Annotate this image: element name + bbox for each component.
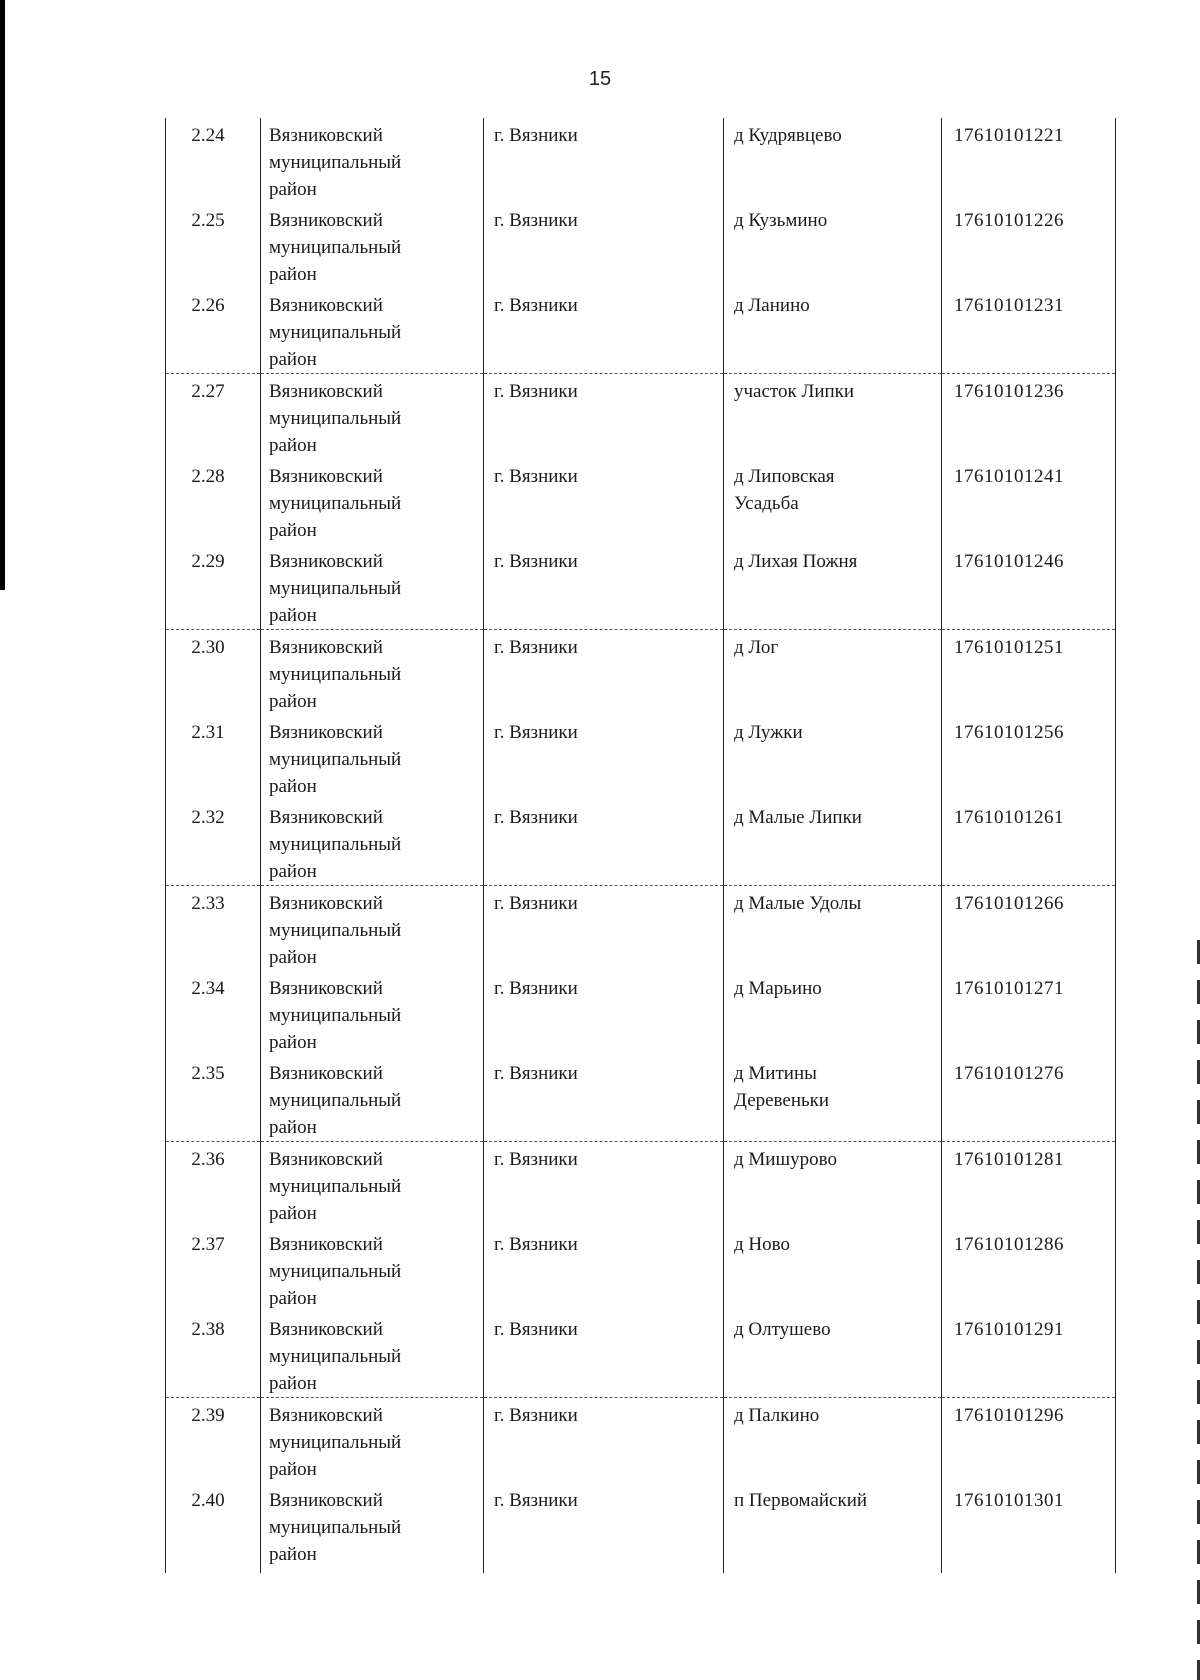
municipal-district-line: район xyxy=(269,435,317,456)
municipal-district xyxy=(261,288,484,374)
municipal-district xyxy=(261,715,484,800)
municipal-district-line: Вязниковский xyxy=(269,722,383,743)
municipal-district-line: Вязниковский xyxy=(269,978,383,999)
oktmo-code: 17610101271 xyxy=(942,971,1116,1056)
municipal-district-line: муниципальный xyxy=(269,749,402,770)
oktmo-code: 17610101261 xyxy=(942,800,1116,886)
municipal-district xyxy=(261,374,484,460)
settlement xyxy=(724,971,942,1056)
municipal-district xyxy=(261,886,484,972)
oktmo-code: 17610101241 xyxy=(942,459,1116,544)
municipal-district-line: Вязниковский xyxy=(269,893,383,914)
municipal-district xyxy=(261,1398,484,1484)
municipal-district-line: район xyxy=(269,1288,317,1309)
table-row xyxy=(166,800,1116,886)
settlement-line: д Ланино xyxy=(734,295,810,316)
city: г. Вязники xyxy=(484,971,724,1056)
settlement-line: д Кудрявцево xyxy=(734,125,842,146)
row-number: 2.28 xyxy=(166,459,261,544)
table-row xyxy=(166,203,1116,288)
table-row xyxy=(166,886,1116,972)
settlement-line: д Кузьмино xyxy=(734,210,828,231)
settlement xyxy=(724,544,942,630)
settlement-line: д Митины xyxy=(734,1063,817,1084)
city: г. Вязники xyxy=(484,459,724,544)
city: г. Вязники xyxy=(484,715,724,800)
municipal-district-line: район xyxy=(269,1544,317,1565)
settlement xyxy=(724,118,942,203)
settlement-line: д Лихая Пожня xyxy=(734,551,858,572)
table-row xyxy=(166,118,1116,203)
municipal-district-line: муниципальный xyxy=(269,1346,402,1367)
oktmo-code: 17610101276 xyxy=(942,1056,1116,1142)
municipal-district-line: район xyxy=(269,1373,317,1394)
municipal-district-line: муниципальный xyxy=(269,578,402,599)
city: г. Вязники xyxy=(484,544,724,630)
table-row xyxy=(166,544,1116,630)
municipal-district-line: район xyxy=(269,264,317,285)
municipal-district-line: муниципальный xyxy=(269,493,402,514)
table-row xyxy=(166,374,1116,460)
table-row xyxy=(166,1227,1116,1312)
municipal-district-line: Вязниковский xyxy=(269,295,383,316)
oktmo-code: 17610101251 xyxy=(942,630,1116,716)
municipal-district-line: муниципальный xyxy=(269,1517,402,1538)
settlement-line: д Палкино xyxy=(734,1405,820,1426)
row-number: 2.36 xyxy=(166,1142,261,1228)
settlement xyxy=(724,1227,942,1312)
municipal-district-line: муниципальный xyxy=(269,1261,402,1282)
municipal-district-line: Вязниковский xyxy=(269,807,383,828)
table-row xyxy=(166,1483,1116,1573)
row-number: 2.37 xyxy=(166,1227,261,1312)
municipal-district-line: Вязниковский xyxy=(269,1063,383,1084)
row-number: 2.32 xyxy=(166,800,261,886)
municipal-district-line: район xyxy=(269,605,317,626)
city: г. Вязники xyxy=(484,1142,724,1228)
row-number: 2.29 xyxy=(166,544,261,630)
municipal-district-line: муниципальный xyxy=(269,237,402,258)
city: г. Вязники xyxy=(484,1227,724,1312)
municipal-district-line: Вязниковский xyxy=(269,125,383,146)
municipal-district xyxy=(261,630,484,716)
municipal-district-line: муниципальный xyxy=(269,322,402,343)
municipal-district-line: муниципальный xyxy=(269,1005,402,1026)
municipal-district-line: район xyxy=(269,1032,317,1053)
municipal-district-line: район xyxy=(269,349,317,370)
city: г. Вязники xyxy=(484,1056,724,1142)
table-body xyxy=(166,118,1116,1573)
settlement xyxy=(724,1483,942,1573)
city: г. Вязники xyxy=(484,1312,724,1398)
settlement xyxy=(724,203,942,288)
settlements-table xyxy=(165,118,1116,1573)
settlement xyxy=(724,288,942,374)
oktmo-code: 17610101266 xyxy=(942,886,1116,972)
oktmo-code: 17610101246 xyxy=(942,544,1116,630)
municipal-district-line: муниципальный xyxy=(269,834,402,855)
settlement xyxy=(724,1312,942,1398)
municipal-district-line: Вязниковский xyxy=(269,637,383,658)
oktmo-code: 17610101286 xyxy=(942,1227,1116,1312)
table-row xyxy=(166,630,1116,716)
oktmo-code: 17610101296 xyxy=(942,1398,1116,1484)
municipal-district-line: Вязниковский xyxy=(269,1234,383,1255)
settlement xyxy=(724,374,942,460)
municipal-district-line: муниципальный xyxy=(269,920,402,941)
table-row xyxy=(166,971,1116,1056)
table-row xyxy=(166,1398,1116,1484)
municipal-district xyxy=(261,459,484,544)
municipal-district-line: район xyxy=(269,691,317,712)
settlement xyxy=(724,886,942,972)
settlement-line: Усадьба xyxy=(734,493,799,514)
municipal-district xyxy=(261,1483,484,1573)
settlement-line: д Мишурово xyxy=(734,1149,837,1170)
table-row xyxy=(166,459,1116,544)
table-row xyxy=(166,715,1116,800)
municipal-district-line: муниципальный xyxy=(269,1432,402,1453)
municipal-district xyxy=(261,544,484,630)
settlement-line: д Лог xyxy=(734,637,779,658)
oktmo-code: 17610101226 xyxy=(942,203,1116,288)
row-number: 2.34 xyxy=(166,971,261,1056)
settlement xyxy=(724,459,942,544)
city: г. Вязники xyxy=(484,1398,724,1484)
city: г. Вязники xyxy=(484,118,724,203)
row-number: 2.39 xyxy=(166,1398,261,1484)
municipal-district xyxy=(261,971,484,1056)
municipal-district-line: Вязниковский xyxy=(269,1319,383,1340)
municipal-district xyxy=(261,1056,484,1142)
city: г. Вязники xyxy=(484,630,724,716)
municipal-district-line: район xyxy=(269,1117,317,1138)
settlement-line: д Ново xyxy=(734,1234,790,1255)
row-number: 2.35 xyxy=(166,1056,261,1142)
row-number: 2.26 xyxy=(166,288,261,374)
page-number: 15 xyxy=(588,68,612,90)
settlement-line: д Лужки xyxy=(734,722,803,743)
settlement-line: п Первомайский xyxy=(734,1490,868,1511)
municipal-district-line: муниципальный xyxy=(269,1090,402,1111)
settlement-line: д Малые Липки xyxy=(734,807,862,828)
oktmo-code: 17610101221 xyxy=(942,118,1116,203)
row-number: 2.30 xyxy=(166,630,261,716)
settlement xyxy=(724,630,942,716)
city: г. Вязники xyxy=(484,374,724,460)
settlement-line: д Марьино xyxy=(734,978,822,999)
row-number: 2.27 xyxy=(166,374,261,460)
table-row xyxy=(166,1056,1116,1142)
municipal-district-line: район xyxy=(269,947,317,968)
table-row xyxy=(166,288,1116,374)
municipal-district-line: Вязниковский xyxy=(269,551,383,572)
settlement xyxy=(724,715,942,800)
city: г. Вязники xyxy=(484,288,724,374)
table-row xyxy=(166,1142,1116,1228)
settlement xyxy=(724,1398,942,1484)
table-row xyxy=(166,1312,1116,1398)
municipal-district-line: Вязниковский xyxy=(269,1405,383,1426)
city: г. Вязники xyxy=(484,886,724,972)
settlement-line: д Малые Удолы xyxy=(734,893,862,914)
oktmo-code: 17610101281 xyxy=(942,1142,1116,1228)
city: г. Вязники xyxy=(484,203,724,288)
row-number: 2.38 xyxy=(166,1312,261,1398)
municipal-district-line: район xyxy=(269,1203,317,1224)
oktmo-code: 17610101256 xyxy=(942,715,1116,800)
oktmo-code: 17610101291 xyxy=(942,1312,1116,1398)
city: г. Вязники xyxy=(484,1483,724,1573)
municipal-district-line: муниципальный xyxy=(269,408,402,429)
municipal-district xyxy=(261,118,484,203)
municipal-district-line: Вязниковский xyxy=(269,210,383,231)
row-number: 2.31 xyxy=(166,715,261,800)
municipal-district-line: район xyxy=(269,776,317,797)
row-number: 2.40 xyxy=(166,1483,261,1573)
municipal-district-line: муниципальный xyxy=(269,152,402,173)
settlement xyxy=(724,1142,942,1228)
oktmo-code: 17610101231 xyxy=(942,288,1116,374)
settlement xyxy=(724,1056,942,1142)
row-number: 2.25 xyxy=(166,203,261,288)
municipal-district-line: Вязниковский xyxy=(269,381,383,402)
municipal-district-line: район xyxy=(269,1459,317,1480)
oktmo-code: 17610101301 xyxy=(942,1483,1116,1573)
oktmo-code: 17610101236 xyxy=(942,374,1116,460)
row-number: 2.24 xyxy=(166,118,261,203)
municipal-district-line: муниципальный xyxy=(269,664,402,685)
municipal-district-line: Вязниковский xyxy=(269,1490,383,1511)
municipal-district-line: Вязниковский xyxy=(269,1149,383,1170)
municipal-district xyxy=(261,800,484,886)
settlement-line: д Олтушево xyxy=(734,1319,831,1340)
municipal-district-line: район xyxy=(269,179,317,200)
municipal-district-line: район xyxy=(269,861,317,882)
municipal-district xyxy=(261,203,484,288)
municipal-district-line: район xyxy=(269,520,317,541)
municipal-district xyxy=(261,1142,484,1228)
settlement xyxy=(724,800,942,886)
settlement-line: д Липовская xyxy=(734,466,835,487)
settlement-line: участок Липки xyxy=(734,381,855,402)
municipal-district xyxy=(261,1227,484,1312)
municipal-district-line: муниципальный xyxy=(269,1176,402,1197)
row-number: 2.33 xyxy=(166,886,261,972)
municipal-district xyxy=(261,1312,484,1398)
city: г. Вязники xyxy=(484,800,724,886)
municipal-district-line: Вязниковский xyxy=(269,466,383,487)
settlement-line: Деревеньки xyxy=(734,1090,830,1111)
